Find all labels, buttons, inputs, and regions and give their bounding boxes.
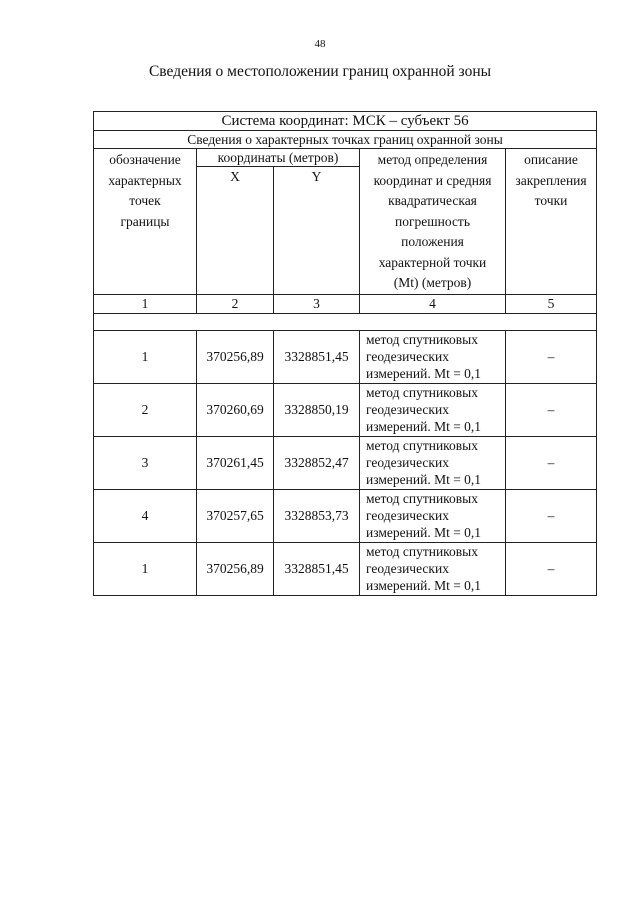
method-line: геодезических — [366, 349, 449, 364]
method-line: метод спутниковых — [366, 491, 478, 506]
column-number: 4 — [360, 294, 506, 313]
header-description — [506, 149, 597, 295]
spacer-cell — [94, 313, 597, 330]
spacer-row — [94, 313, 597, 330]
table-row — [94, 542, 597, 595]
point-cell: 1 — [94, 330, 197, 383]
table-row — [94, 330, 597, 383]
header-x: X — [197, 167, 274, 294]
table-row — [94, 383, 597, 436]
method-line: измерений. Mt = 0,1 — [366, 419, 482, 434]
column-number: 5 — [506, 294, 597, 313]
method-cell — [360, 489, 506, 542]
header-text: обозначение — [109, 152, 181, 167]
y-cell: 3328851,45 — [274, 542, 360, 595]
method-line: геодезических — [366, 561, 449, 576]
header-text: описание — [524, 152, 578, 167]
method-line: измерений. Mt = 0,1 — [366, 525, 482, 540]
document-title: Сведения о местоположении границ охранной зоны — [148, 63, 492, 80]
method-line: измерений. Mt = 0,1 — [366, 472, 482, 487]
header-text: закрепления — [515, 172, 587, 188]
y-cell: 3328850,19 — [274, 383, 360, 436]
header-row-1 — [94, 149, 597, 167]
subtitle-cell: Сведения о характерных точках границ охранной зоны — [94, 131, 597, 149]
coordinates-table — [93, 111, 597, 596]
header-coordinates-group: координаты (метров) — [197, 149, 360, 167]
coord-system-cell: Система координат: МСК – субъект 56 — [94, 112, 597, 131]
header-text: точек — [129, 193, 161, 208]
y-cell: 3328853,73 — [274, 489, 360, 542]
description-cell: – — [506, 383, 597, 436]
header-text: точки — [534, 193, 568, 208]
header-point-designation — [94, 149, 197, 295]
table-row — [94, 436, 597, 489]
header-text: погрешность — [394, 213, 470, 229]
method-line: метод спутниковых — [366, 438, 478, 453]
description-cell: – — [506, 330, 597, 383]
page-number: 48 — [314, 38, 326, 50]
x-cell: 370257,65 — [197, 489, 274, 542]
header-text: координат и средняя — [373, 172, 492, 188]
coord-system-row — [94, 112, 597, 131]
subtitle-row — [94, 131, 597, 149]
method-line: измерений. Mt = 0,1 — [366, 578, 482, 593]
x-cell: 370260,69 — [197, 383, 274, 436]
method-line: метод спутниковых — [366, 332, 478, 347]
x-cell: 370256,89 — [197, 542, 274, 595]
header-text: границы — [120, 213, 170, 229]
column-number: 1 — [94, 294, 197, 313]
description-cell: – — [506, 542, 597, 595]
x-cell: 370261,45 — [197, 436, 274, 489]
x-cell: 370256,89 — [197, 330, 274, 383]
method-cell — [360, 330, 506, 383]
header-text: положения — [401, 234, 464, 249]
method-line: геодезических — [366, 402, 449, 417]
method-line: метод спутниковых — [366, 544, 478, 559]
header-text: квадратическая — [388, 193, 477, 208]
header-method — [360, 149, 506, 295]
header-text: характерных — [108, 172, 182, 188]
method-line: метод спутниковых — [366, 385, 478, 400]
method-cell — [360, 383, 506, 436]
y-cell: 3328852,47 — [274, 436, 360, 489]
description-cell: – — [506, 436, 597, 489]
header-text: характерной точки — [378, 254, 487, 270]
point-cell: 1 — [94, 542, 197, 595]
method-line: измерений. Mt = 0,1 — [366, 366, 482, 381]
column-numbers-row — [94, 294, 597, 313]
column-number: 3 — [274, 294, 360, 313]
method-line: геодезических — [366, 508, 449, 523]
column-number: 2 — [197, 294, 274, 313]
table-row — [94, 489, 597, 542]
method-cell — [360, 542, 506, 595]
header-text: (Mt) (метров) — [393, 275, 472, 290]
point-cell: 2 — [94, 383, 197, 436]
method-line: геодезических — [366, 455, 449, 470]
description-cell: – — [506, 489, 597, 542]
header-y: Y — [274, 167, 360, 294]
point-cell: 3 — [94, 436, 197, 489]
y-cell: 3328851,45 — [274, 330, 360, 383]
point-cell: 4 — [94, 489, 197, 542]
method-cell — [360, 436, 506, 489]
header-text: метод определения — [377, 152, 488, 167]
